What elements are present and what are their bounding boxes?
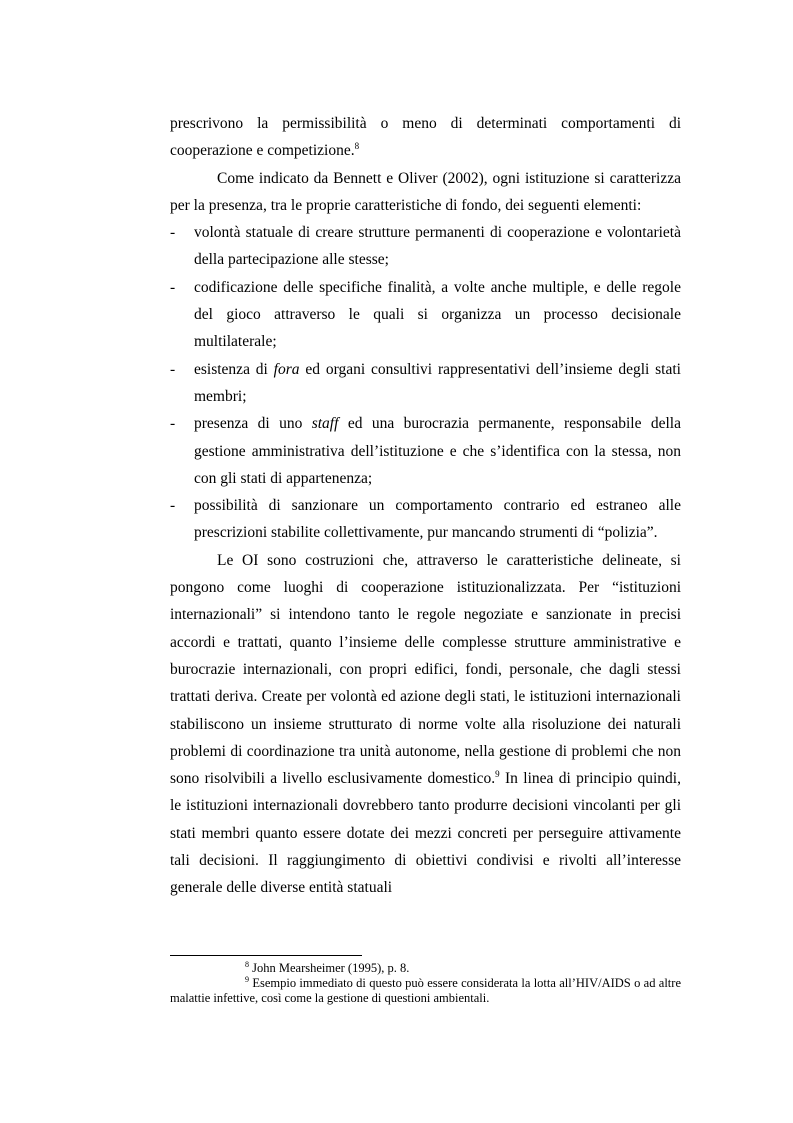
list-item-text: volontà statuale di creare strutture permanenti di cooperazione e volontarietà della partecipazione alle stesse; bbox=[194, 224, 681, 269]
list-item-text: ed una burocrazia permanente, responsabile della gestione amministrativa dell’istituzione e che s’identifica con la stessa, non con gli stati di appartenenza; bbox=[194, 415, 681, 487]
list-dash: - bbox=[170, 415, 176, 433]
list-item-text: codificazione delle specifiche finalità, a volte anche multiple, e delle regole del gioco attraverso le quali si organizza un processo decisionale multilaterale; bbox=[194, 278, 681, 351]
footnote-8 bbox=[170, 961, 681, 976]
list-dash: - bbox=[170, 224, 176, 242]
footnote-reference-8[interactable]: 8 bbox=[354, 141, 360, 152]
paragraph-text: Le OI sono costruzioni che, attraverso le caratteristiche delineate, si pongono come luoghi di cooperazione istituzionalizzata. Per “istituzioni internazionali” si intendono tanto le regole negoziate e sanzionate in precisi accordi e trattati, quanto l’insieme delle complesse strutture amministrative e burocrazie internazionali, con propri edifici, fondi, personale, che dagli stessi trattati deriva. Create per volontà ed azione degli stati, le istituzioni internazionali stabiliscono un insieme strutturato di norme volte alla risoluzione dei naturali problemi di coordinazione tra unità autonome, nella gestione di problemi che non sono risolvibili a livello esclusivamente domestico. bbox=[170, 551, 681, 788]
footnote-text: John Mearsheimer (1995), p. 8. bbox=[249, 961, 410, 975]
list-item-text: ed organi consultivi rappresentativi dell’insieme degli stati membri; bbox=[194, 360, 681, 405]
paragraph-continuation bbox=[170, 110, 681, 165]
footnote-number: 8 bbox=[245, 960, 249, 969]
list-item-text: possibilità di sanzionare un comportamento contrario ed estraneo alle prescrizioni stabilite collettivamente, pur mancando strumenti di “polizia”. bbox=[194, 497, 681, 542]
paragraph-intro: Come indicato da Bennett e Oliver (2002), ogni istituzione si caratterizza per la presenza, tra le proprie caratteristiche di fondo, dei seguenti elementi: bbox=[170, 169, 681, 214]
footnote-text: Esempio immediato di questo può essere considerata la lotta all’HIV/AIDS o ad altre malattie infettive, così come la gestione di questioni ambientali. bbox=[170, 976, 681, 1005]
list-dash: - bbox=[170, 278, 176, 296]
list-item-text: presenza di uno bbox=[194, 415, 312, 433]
paragraph-text: prescrivono la permissibilità o meno di determinati comportamenti di cooperazione e competizione. bbox=[170, 115, 681, 160]
list-item bbox=[170, 356, 681, 411]
body-text bbox=[170, 110, 681, 902]
paragraph-text: In linea di principio quindi, le istituzioni internazionali dovrebbero tanto produrre decisioni vincolanti per gli stati membri quanto essere dotate dei mezzi concreti per perseguire attivamente tali decisioni. Il raggiungimento di obiettivi condivisi e rivolti all’interesse generale delle diverse entità statuali bbox=[170, 770, 681, 897]
footnotes bbox=[170, 961, 681, 1006]
list-item bbox=[170, 410, 681, 492]
footnote-reference-9[interactable]: 9 bbox=[495, 769, 500, 780]
list-item-emphasis: fora bbox=[273, 360, 300, 378]
list-dash: - bbox=[170, 497, 176, 515]
characteristics-list bbox=[170, 219, 681, 547]
paragraph-main bbox=[170, 547, 681, 902]
list-item bbox=[170, 274, 681, 356]
footnote-number: 9 bbox=[245, 975, 249, 984]
footnote-9 bbox=[170, 976, 681, 1006]
list-item-text: esistenza di bbox=[194, 360, 274, 378]
list-item bbox=[170, 219, 681, 274]
footnote-separator bbox=[170, 955, 362, 956]
footnote-indent bbox=[170, 976, 245, 990]
list-item-emphasis: staff bbox=[311, 415, 339, 433]
list-dash: - bbox=[170, 360, 176, 378]
list-item bbox=[170, 492, 681, 547]
